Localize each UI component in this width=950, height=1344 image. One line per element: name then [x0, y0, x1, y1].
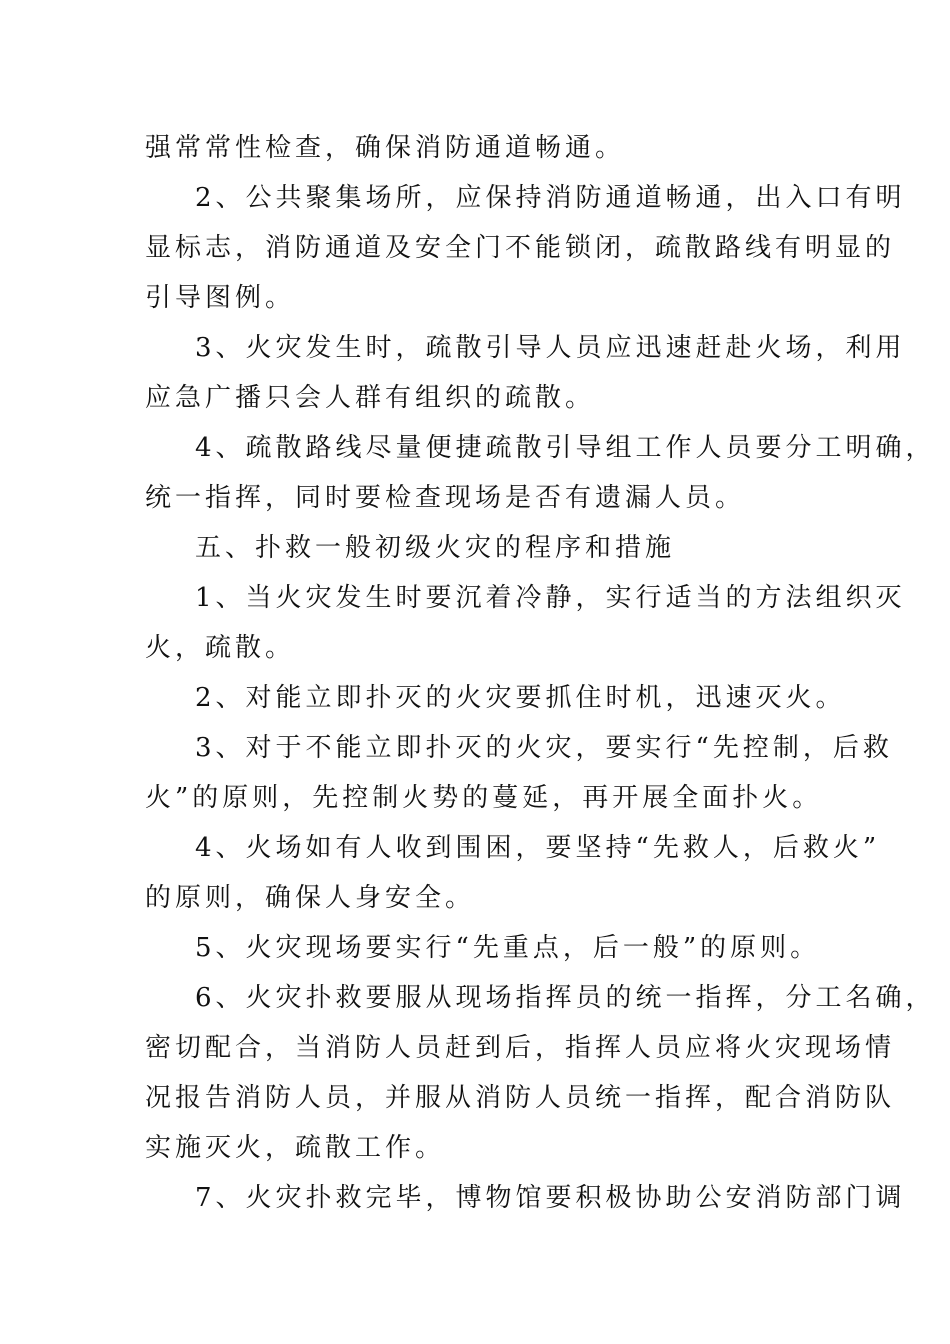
text-line: 强常常性检查，确保消防通道畅通。 — [145, 133, 626, 163]
text-line: 5、火灾现场要实行“先重点，后一般”的原则。 — [195, 933, 821, 963]
text-line: 4、疏散路线尽量便捷疏散引导组工作人员要分工明确， — [195, 433, 936, 463]
text-line: 统一指挥，同时要检查现场是否有遗漏人员。 — [145, 483, 746, 513]
text-line: 应急广播只会人群有组织的疏散。 — [145, 383, 596, 413]
text-line: 况报告消防人员，并服从消防人员统一指挥，配合消防队 — [145, 1083, 896, 1113]
text-line: 密切配合，当消防人员赶到后，指挥人员应将火灾现场情 — [145, 1033, 896, 1063]
text-line: 引导图例。 — [145, 283, 296, 313]
text-line: 实施灭火，疏散工作。 — [145, 1133, 446, 1163]
text-line: 显标志，消防通道及安全门不能锁闭，疏散路线有明显的 — [145, 233, 896, 263]
text-line: 4、火场如有人收到围困，要坚持“先救人，后救火” — [195, 833, 881, 863]
text-line: 1、当火灾发生时要沉着冷静，实行适当的方法组织灭 — [195, 583, 906, 613]
text-line: 的原则，确保人身安全。 — [145, 883, 476, 913]
text-line: 2、公共聚集场所，应保持消防通道畅通，出入口有明 — [195, 183, 906, 213]
text-line: 7、火灾扑救完毕，博物馆要积极协助公安消防部门调 — [195, 1183, 906, 1213]
text-line: 3、对于不能立即扑灭的火灾，要实行“先控制，后救 — [195, 733, 893, 763]
text-line: 火”的原则，先控制火势的蔓延，再开展全面扑火。 — [145, 783, 823, 813]
text-line: 3、火灾发生时，疏散引导人员应迅速赶赴火场，利用 — [195, 333, 906, 363]
text-line: 6、火灾扑救要服从现场指挥员的统一指挥，分工名确， — [195, 983, 936, 1013]
text-line: 2、对能立即扑灭的火灾要抓住时机，迅速灭火。 — [195, 683, 846, 713]
text-line: 火，疏散。 — [145, 633, 296, 663]
section-heading: 五、扑救一般初级火灾的程序和措施 — [195, 533, 676, 563]
